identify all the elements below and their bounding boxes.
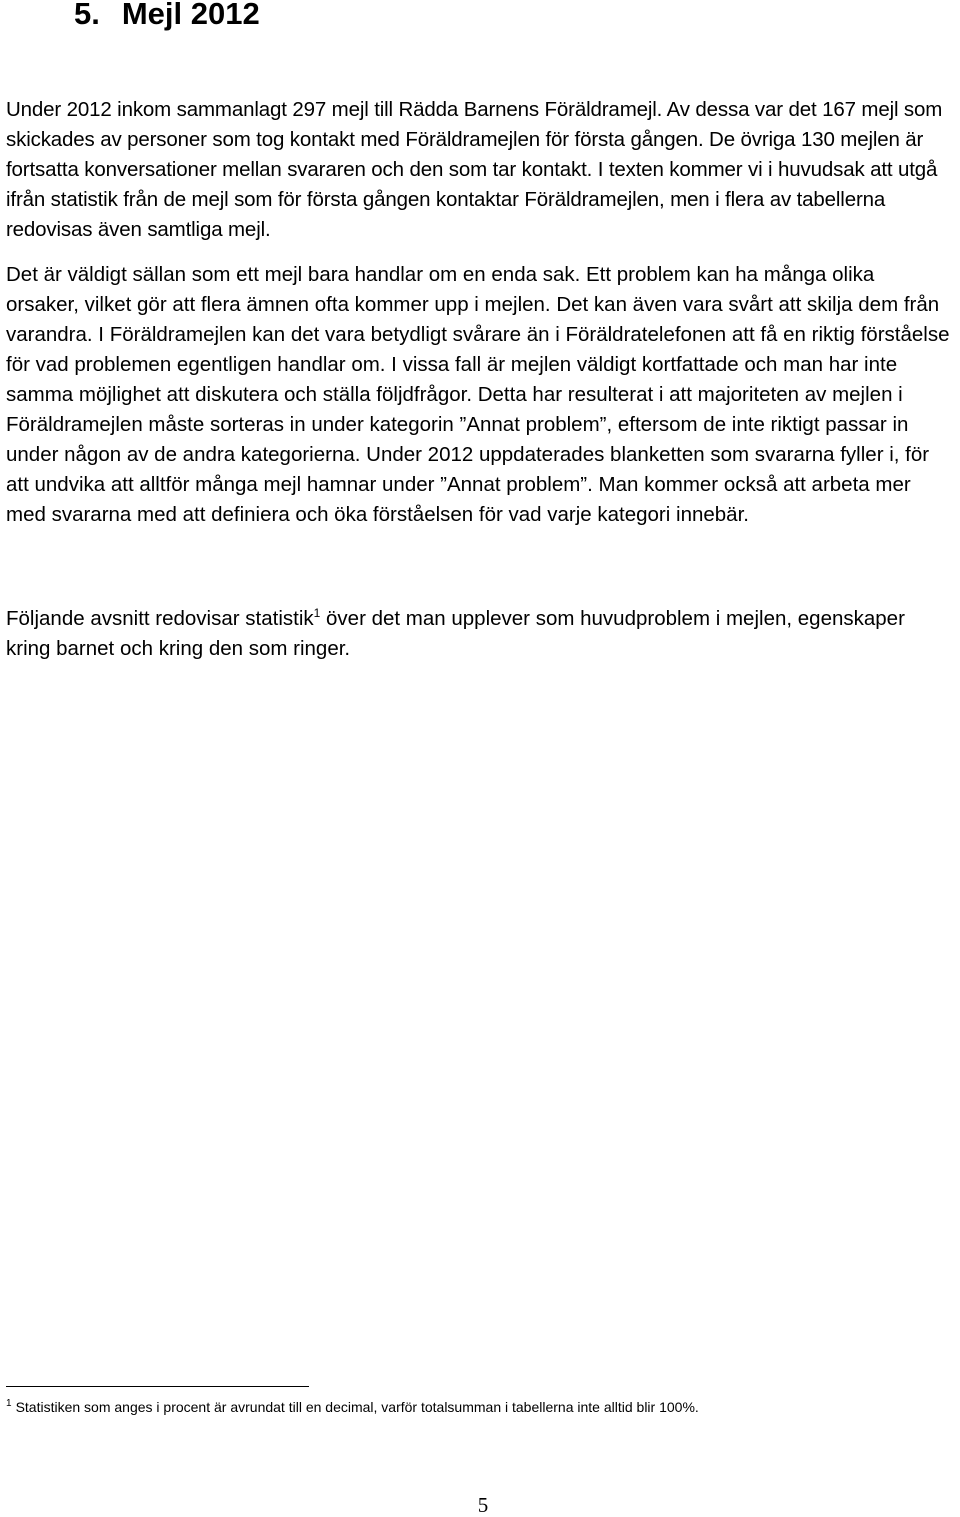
paragraph-intro-text: Under 2012 inkom sammanlagt 297 mejl till Rädda Barnens Föräldramejl. Av dessa var det 167 mejl som skickades av personer som tog kontakt med Föräldramejlen för första gången. De övriga 130 mejlen är fortsatta konversationer mellan svararen och den som tar kontakt. I texten kommer vi i huvudsak att utgå ifrån statistik från de mejl som för första gången kontaktar Föräldramejlen, men i flera av tabellerna redovisas även samtliga mejl. — [6, 98, 943, 241]
page-number: 5 — [477, 1493, 489, 1517]
paragraph-topics-text: Det är väldigt sällan som ett mejl bara handlar om en enda sak. Ett problem kan ha många olika orsaker, vilket gör att flera ämnen ofta kommer upp i mejlen. Det kan även vara svårt att skilja dem från varandra. I Föräldramejlen kan det vara betydligt svårare än i Föräldratelefonen att få en riktig förståelse för vad problemen egentligen handlar om. I vissa fall är mejlen väldigt kortfattade och man har inte samma möjlighet att diskutera och ställa följdfrågor. Detta har resulterat i att majoriteten av mejlen i Föräldramejlen måste sorteras in under kategorin ”Annat problem”, eftersom de inte riktigt passar in under någon av de andra kategorierna. Under 2012 uppdaterades blanketten som svararna fyller i, för att undvika att alltför många mejl hamnar under ”Annat problem”. Man kommer också att arbeta mer med svararna med att definiera och öka förståelsen för vad varje kategori innebär. — [6, 263, 950, 526]
paragraph-statistics-start: Följande avsnitt redovisar statistik — [6, 607, 314, 630]
footnote-marker: 1 — [6, 1398, 12, 1409]
footnote-text: Statistiken som anges i procent är avrundat till en decimal, varför totalsumman i tabellerna inte alltid blir 100%. — [15, 1399, 699, 1415]
section-heading — [74, 0, 260, 32]
paragraph-statistics — [6, 604, 952, 664]
footnote-separator — [6, 1386, 309, 1387]
paragraph-statistics-text — [6, 604, 952, 664]
footnote — [6, 1397, 699, 1417]
footnote-reference: 1 — [313, 606, 321, 620]
paragraph-topics — [6, 260, 952, 530]
paragraph-statistics-end: över det man upplever som huvudproblem i mejlen, egenskaper kring barnet och kring den som ringer. — [6, 607, 905, 660]
paragraph-intro — [6, 95, 952, 245]
section-number: 5. — [74, 0, 100, 31]
section-title: Mejl 2012 — [121, 0, 260, 31]
